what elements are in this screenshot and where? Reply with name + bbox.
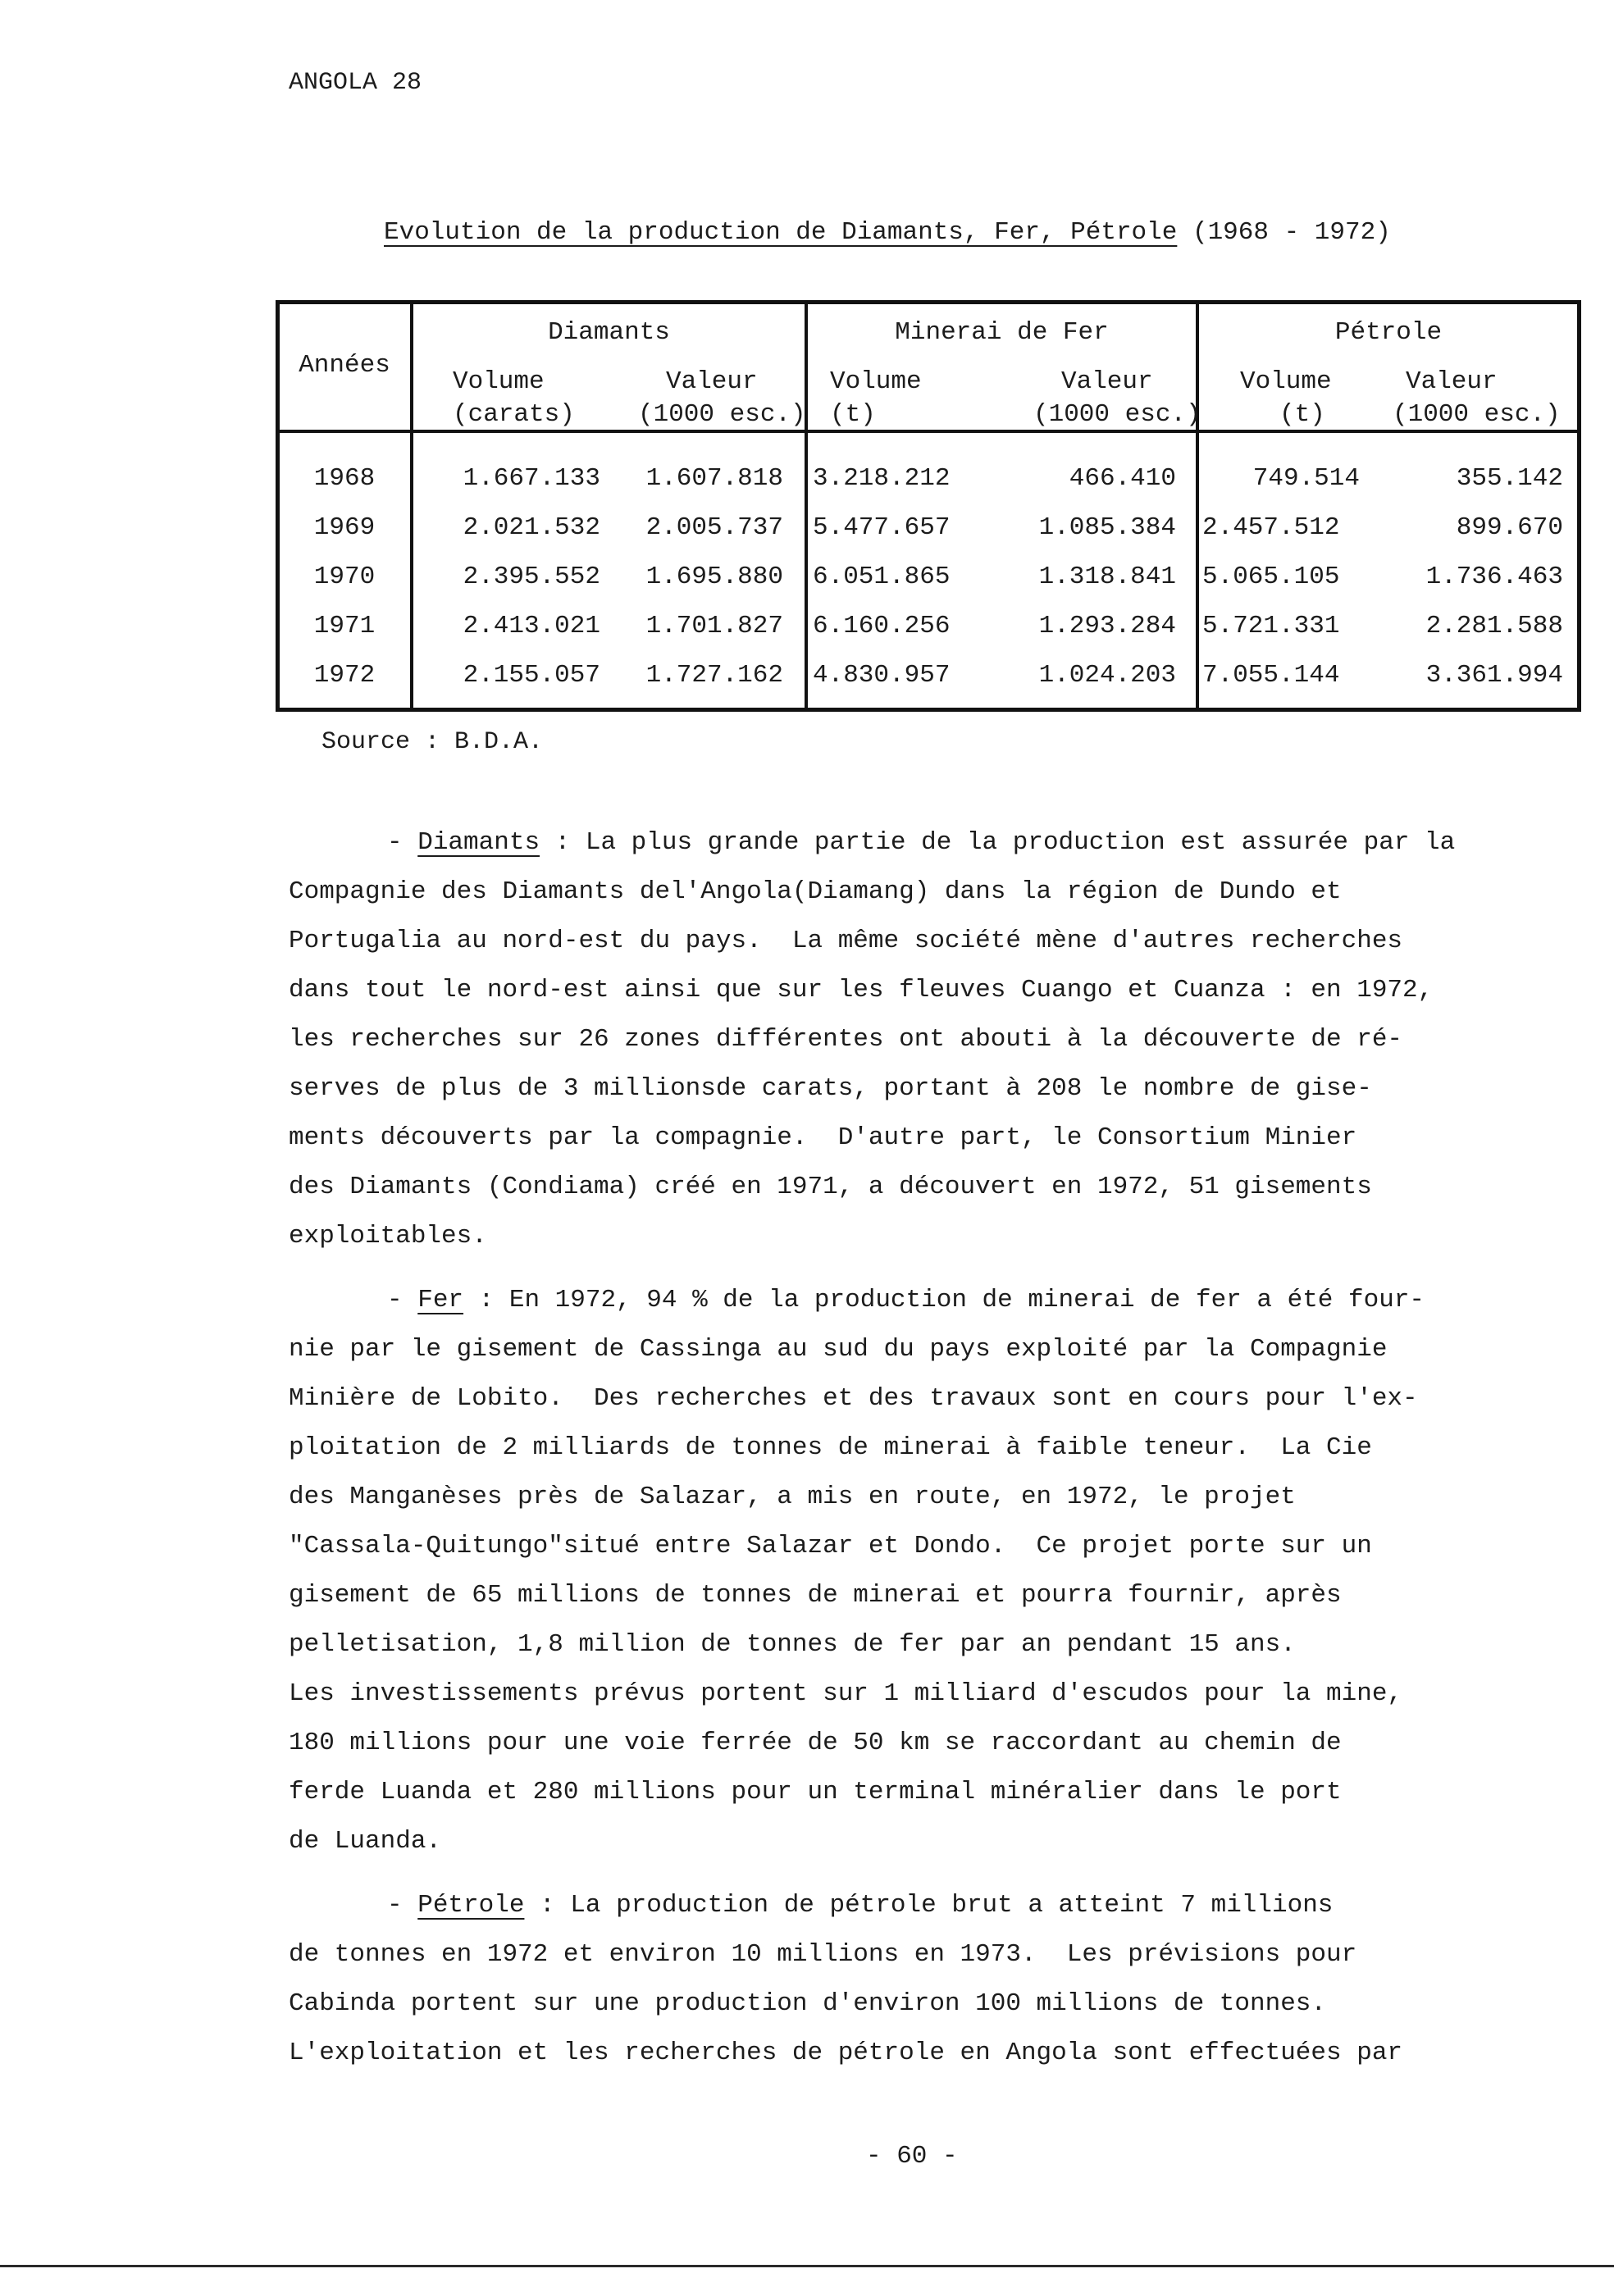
- cell-fer-volume: 5.477.657: [813, 513, 951, 542]
- cell-diamants-valeur: 1.607.818: [645, 464, 783, 493]
- subheader-diamants-volume: Volume: [453, 367, 545, 396]
- cell-petrole-volume: 5.065.105: [1202, 563, 1340, 591]
- cell-diamants-valeur: 2.005.737: [645, 513, 783, 542]
- production-table: [276, 300, 1581, 712]
- cell-petrole-valeur: 2.281.588: [1425, 612, 1563, 640]
- dash: -: [387, 828, 418, 857]
- text-line: : En 1972, 94 % de la production de minerai de fer a été four-: [463, 1286, 1425, 1314]
- heading-fer: Fer: [417, 1286, 464, 1314]
- text-line: Portugalia au nord-est du pays. La même société mène d'autres recherches: [289, 927, 1403, 955]
- heading-diamants: Diamants: [417, 828, 540, 857]
- table-title-years: (1968 - 1972): [1177, 218, 1391, 247]
- text-line: serves de plus de 3 millionsde carats, portant à 208 le nombre de gise-: [289, 1074, 1372, 1103]
- subheader-petrole-valeur-unit: (1000 esc.): [1393, 400, 1561, 429]
- subheader-petrole-valeur: Valeur: [1406, 367, 1498, 396]
- text-line: gisement de 65 millions de tonnes de minerai et pourra fournir, après: [289, 1581, 1342, 1610]
- cell-diamants-volume: 2.021.532: [463, 513, 600, 542]
- cell-year: 1969: [313, 513, 376, 542]
- cell-year: 1971: [313, 612, 376, 640]
- text-line: Les investissements prévus portent sur 1 milliard d'escudos pour la mine,: [289, 1679, 1403, 1708]
- text-line: exploitables.: [289, 1222, 487, 1250]
- text-line: ploitation de 2 milliards de tonnes de minerai à faible teneur. La Cie: [289, 1433, 1372, 1462]
- text-line: des Diamants (Condiama) créé en 1971, a découvert en 1972, 51 gisements: [289, 1173, 1372, 1201]
- table-divider-diamants: [805, 300, 808, 712]
- cell-petrole-volume: 2.457.512: [1202, 513, 1340, 542]
- cell-fer-valeur: 1.085.384: [1038, 513, 1176, 542]
- subheader-fer-valeur-unit: (1000 esc.): [1033, 400, 1201, 429]
- cell-fer-volume: 4.830.957: [813, 661, 951, 690]
- cell-diamants-volume: 2.155.057: [463, 661, 600, 690]
- subheader-diamants-valeur: Valeur: [666, 367, 758, 396]
- cell-diamants-valeur: 1.701.827: [645, 612, 783, 640]
- cell-petrole-valeur: 3.361.994: [1425, 661, 1563, 690]
- text-line: pelletisation, 1,8 million de tonnes de fer par an pendant 15 ans.: [289, 1630, 1296, 1659]
- cell-fer-valeur: 1.318.841: [1038, 563, 1176, 591]
- table-title: [384, 218, 1391, 247]
- cell-petrole-valeur: 899.670: [1456, 513, 1563, 542]
- cell-fer-volume: 3.218.212: [813, 464, 951, 493]
- cell-diamants-valeur: 1.727.162: [645, 661, 783, 690]
- heading-petrole: Pétrole: [417, 1891, 525, 1920]
- paragraph-first-line: [289, 1276, 1552, 1325]
- cell-year: 1968: [313, 464, 376, 493]
- dash: -: [387, 1891, 418, 1920]
- text-line: de tonnes en 1972 et environ 10 millions en 1973. Les prévisions pour: [289, 1940, 1357, 1969]
- text-line: Minière de Lobito. Des recherches et des travaux sont en cours pour l'ex-: [289, 1384, 1418, 1413]
- text-line: de Luanda.: [289, 1827, 442, 1856]
- text-line: L'exploitation et les recherches de pétrole en Angola sont effectuées par: [289, 2039, 1403, 2067]
- header-petrole: Pétrole: [1334, 318, 1443, 347]
- paragraph-fer: [289, 1276, 1552, 1866]
- cell-fer-volume: 6.051.865: [813, 563, 951, 591]
- text-line: les recherches sur 26 zones différentes ont abouti à la découverte de ré-: [289, 1025, 1403, 1054]
- running-head: ANGOLA 28: [289, 69, 422, 97]
- table-header-rule: [276, 430, 1581, 433]
- text-line: "Cassala-Quitungo"situé entre Salazar et Dondo. Ce projet porte sur un: [289, 1532, 1372, 1560]
- header-diamants: Diamants: [548, 318, 670, 347]
- subheader-petrole-volume-unit: (t): [1279, 400, 1325, 429]
- text-line: : La production de pétrole brut a atteint 7 millions: [524, 1891, 1334, 1920]
- cell-petrole-volume: 7.055.144: [1202, 661, 1340, 690]
- subheader-petrole-volume: Volume: [1240, 367, 1332, 396]
- cell-petrole-valeur: 1.736.463: [1425, 563, 1563, 591]
- page-number: - 60 -: [866, 2142, 958, 2171]
- dash: -: [387, 1286, 418, 1314]
- text-line: : La plus grande partie de la production est assurée par la: [540, 828, 1456, 857]
- header-annees: Années: [299, 351, 390, 380]
- cell-diamants-volume: 1.667.133: [463, 464, 600, 493]
- cell-fer-valeur: 1.293.284: [1038, 612, 1176, 640]
- cell-diamants-volume: 2.395.552: [463, 563, 600, 591]
- subheader-diamants-valeur-unit: (1000 esc.): [638, 400, 806, 429]
- cell-year: 1970: [313, 563, 376, 591]
- text-line: Cabinda portent sur une production d'environ 100 millions de tonnes.: [289, 1989, 1327, 2018]
- cell-diamants-volume: 2.413.021: [463, 612, 600, 640]
- cell-fer-valeur: 1.024.203: [1038, 661, 1176, 690]
- paragraph-diamants: [289, 818, 1552, 1261]
- text-line: ments découverts par la compagnie. D'autre part, le Consortium Minier: [289, 1123, 1357, 1152]
- cell-petrole-volume: 5.721.331: [1202, 612, 1340, 640]
- subheader-diamants-volume-unit: (carats): [453, 400, 575, 429]
- paragraph-petrole: [289, 1881, 1552, 2078]
- cell-fer-valeur: 466.410: [1069, 464, 1176, 493]
- table-source: Source : B.D.A.: [321, 728, 544, 756]
- footer-rule: [0, 2265, 1614, 2267]
- cell-petrole-volume: 749.514: [1252, 464, 1360, 493]
- text-line: dans tout le nord-est ainsi que sur les fleuves Cuango et Cuanza : en 1972,: [289, 976, 1434, 1004]
- subheader-fer-valeur: Valeur: [1061, 367, 1153, 396]
- cell-fer-volume: 6.160.256: [813, 612, 951, 640]
- paragraph-first-line: [289, 818, 1552, 868]
- text-line: des Manganèses près de Salazar, a mis en route, en 1972, le projet: [289, 1483, 1296, 1511]
- cell-diamants-valeur: 1.695.880: [645, 563, 783, 591]
- table-divider-fer: [1196, 300, 1199, 712]
- header-minerai-de-fer: Minerai de Fer: [895, 318, 1109, 347]
- text-line: nie par le gisement de Cassinga au sud du pays exploité par la Compagnie: [289, 1335, 1388, 1364]
- table-divider-annees: [410, 300, 413, 712]
- text-line: Compagnie des Diamants del'Angola(Diamang) dans la région de Dundo et: [289, 877, 1342, 906]
- subheader-fer-volume-unit: (t): [830, 400, 876, 429]
- subheader-fer-volume: Volume: [830, 367, 922, 396]
- cell-year: 1972: [313, 661, 376, 690]
- table-title-main: Evolution de la production de Diamants, Fer, Pétrole: [384, 218, 1178, 247]
- paragraph-first-line: [289, 1881, 1552, 1930]
- text-line: 180 millions pour une voie ferrée de 50 km se raccordant au chemin de: [289, 1729, 1342, 1757]
- cell-petrole-valeur: 355.142: [1456, 464, 1563, 493]
- text-line: ferde Luanda et 280 millions pour un terminal minéralier dans le port: [289, 1778, 1342, 1806]
